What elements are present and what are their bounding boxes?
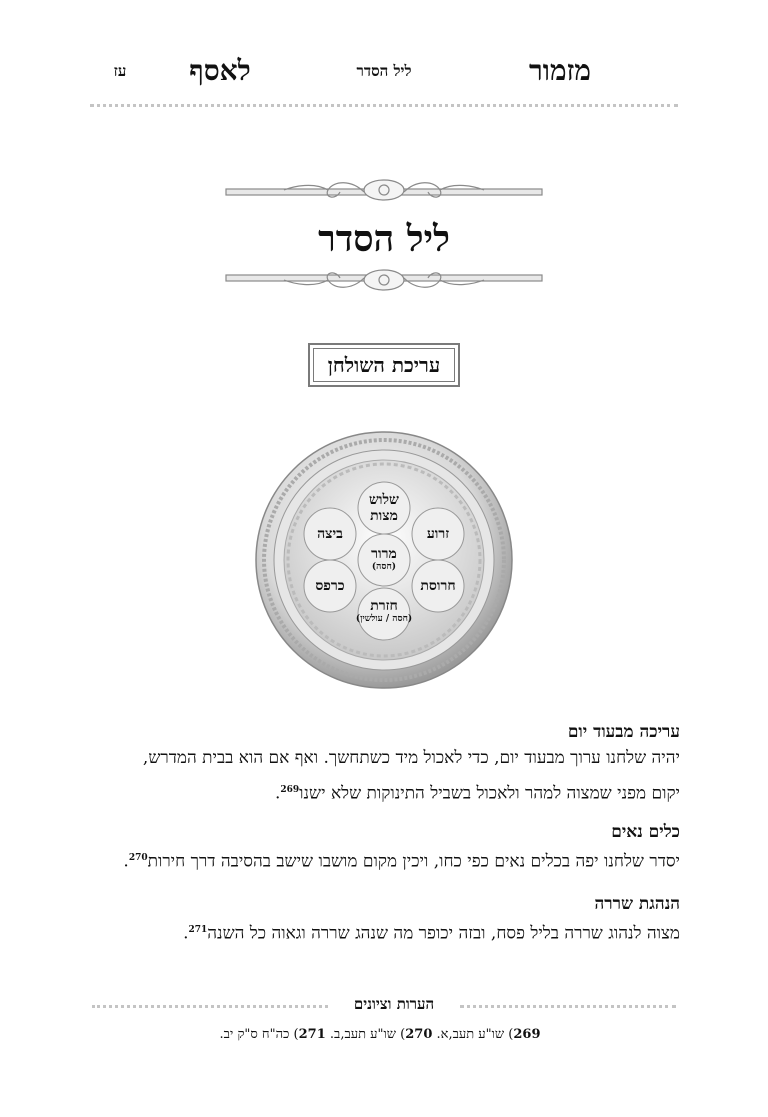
- section-1-line-2: [80, 774, 680, 810]
- section-2-line-1-text: יסדר שלחנו יפה בכלים נאים כפי כחו, ויכין מקום מושבו שישב בהסיבה דרך חירות: [147, 851, 680, 872]
- header-brand: לאסף: [189, 54, 251, 87]
- plate-three-matzot: [354, 492, 414, 524]
- footnote-269: שו"ע תעב,א.: [436, 1027, 505, 1042]
- section-3-line-1: [80, 914, 680, 950]
- plate-charoset: חרוסת: [420, 578, 456, 594]
- footnote-num-271: 271: [298, 1027, 326, 1042]
- footnote-ref-269[interactable]: 269: [280, 785, 300, 795]
- subtitle-box: [308, 343, 460, 387]
- plate-chazeret-sub: (חסה / עולשין): [355, 614, 413, 624]
- page-title: ליל הסדר: [318, 218, 450, 260]
- page-number: עז: [113, 62, 127, 80]
- subtitle-box-label: עריכת השולחן: [313, 348, 455, 382]
- plate-maror: [354, 546, 414, 572]
- footnote-num-270: 270: [405, 1027, 433, 1042]
- footnotes-text: 269) שו"ע תעב,א. 270) שו"ע תעב,ב. 271) כה"ח ס"ק יב.: [219, 1027, 541, 1042]
- footnotes-title: הערות וציונים: [353, 995, 435, 1013]
- top-ornament: [224, 178, 544, 206]
- footnote-ref-270[interactable]: 270: [128, 853, 148, 863]
- section-2: [80, 822, 680, 878]
- footnote-271: כה"ח ס"ק יב.: [219, 1027, 290, 1042]
- section-2-end: .: [123, 851, 129, 872]
- section-3: [80, 894, 680, 950]
- plate-maror-label: מרור: [371, 546, 397, 562]
- seder-plate: [254, 430, 514, 690]
- header-section: ליל הסדר: [356, 62, 412, 80]
- footnote-270: שו"ע תעב,ב.: [329, 1027, 397, 1042]
- plate-zeroa: זרוע: [426, 526, 450, 542]
- header-divider: [90, 104, 678, 107]
- section-1-line-1: יהיה שלחנו ערוך מבעוד יום, כדי לאכול מיד כשתחשך. ואף אם הוא בבית המדרש,: [142, 748, 680, 768]
- section-2-line-1: [80, 842, 680, 878]
- section-1-end: .: [274, 783, 281, 804]
- plate-three-matzot-line1: שלוש: [369, 492, 399, 508]
- plate-beitzah: ביצה: [317, 526, 343, 542]
- section-3-heading: הנהגת שררה: [594, 894, 680, 914]
- section-3-end: .: [183, 923, 189, 944]
- section-1: [80, 722, 680, 810]
- footnote-ref-271[interactable]: 271: [188, 925, 208, 935]
- plate-chazeret: [354, 598, 414, 624]
- plate-maror-sub: (חסה): [371, 562, 397, 572]
- section-2-heading: כלים נאים: [611, 822, 680, 842]
- section-1-line-2-text: יקום מפני שמצוה למהר ולאכול בשביל התינוקות שלא ישנו: [299, 783, 680, 804]
- plate-karpas: כרפס: [315, 578, 345, 594]
- section-1-heading: עריכה מבעוד יום: [567, 722, 680, 742]
- plate-chazeret-label: חזרת: [370, 598, 398, 614]
- footnote-divider-right: [460, 1005, 676, 1008]
- plate-three-matzot-line2: מצות: [370, 508, 398, 524]
- header-book-title: מזמור: [529, 54, 591, 87]
- footnote-num-269: 269: [513, 1027, 541, 1042]
- section-3-line-1-text: מצוה לנהוג שררה בליל פסח, ובזה יכופר מה שנהג שררה וגאוה כל השנה: [207, 923, 680, 944]
- footnote-divider-left: [92, 1005, 328, 1008]
- bottom-ornament: [224, 264, 544, 292]
